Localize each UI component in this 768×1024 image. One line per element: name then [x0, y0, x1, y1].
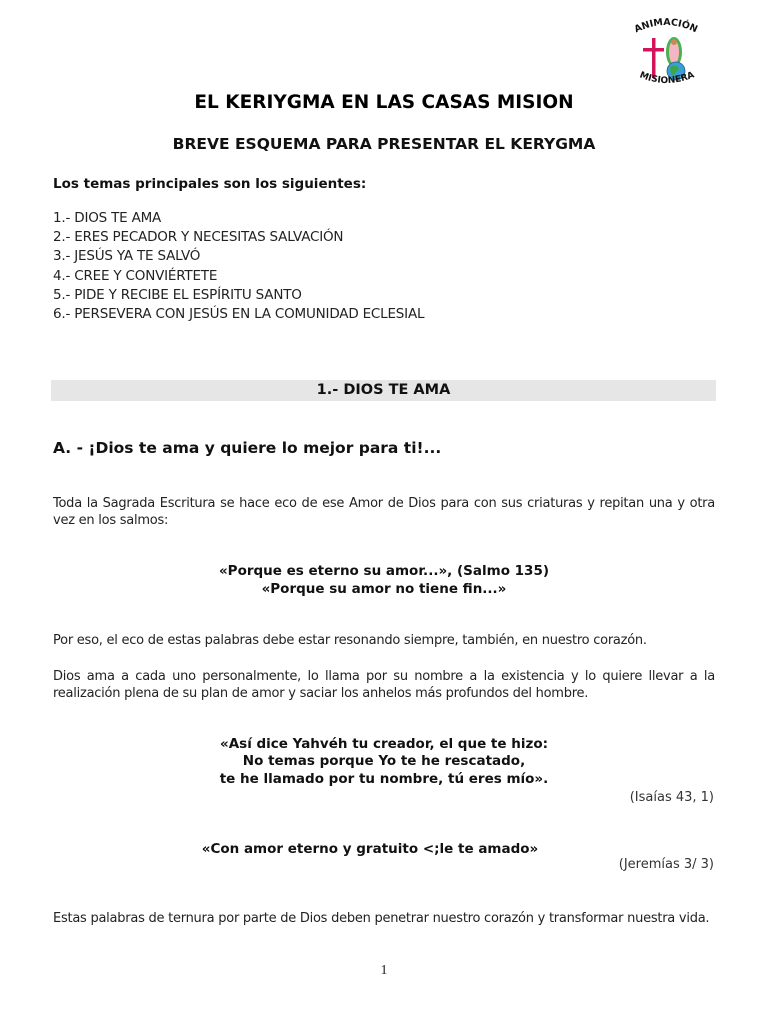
document-subtitle: BREVE ESQUEMA PARA PRESENTAR EL KERYGMA [172, 135, 596, 153]
paragraph-personal-love: Dios ama a cada uno personalmente, lo llama por su nombre a la existencia y lo quiere llevar a la realización plena de su plan de amor y saciar los anhelos más profundos del hombre. [53, 669, 715, 701]
isaiah-quote-line-3: te he llamado por tu nombre, tú eres mío». [219, 771, 549, 787]
topics-intro: Los temas principales son los siguientes: [53, 176, 367, 192]
page-number: 1 [380, 963, 388, 978]
logo-top-text: ANIMACIÓN [632, 16, 700, 36]
paragraph-tenderness: Estas palabras de ternura por parte de Dios deben penetrar nuestro corazón y transformar nuestra vida. [53, 911, 710, 926]
section-subheading: A. - ¡Dios te ama y quiere lo mejor para ti!... [53, 439, 442, 457]
document-title: EL KERIYGMA EN LAS CASAS MISION [194, 92, 574, 113]
psalm-quote-line-2: «Porque su amor no tiene fin...» [261, 581, 507, 597]
psalm-quote-line-1: «Porque es eterno su amor...», (Salmo 135) [218, 563, 550, 579]
paragraph-scripture: Toda la Sagrada Escritura se hace eco de ese Amor de Dios para con sus criaturas y repitan una y otra vez en los salmos: [53, 496, 715, 528]
animacion-misionera-logo [622, 12, 710, 92]
logo-bottom-text: MISIONERA [638, 70, 696, 87]
topic-item: 4.- CREE Y CONVIÉRTETE [53, 267, 218, 284]
topic-item: 5.- PIDE Y RECIBE EL ESPÍRITU SANTO [53, 286, 302, 303]
topics-list [53, 209, 424, 324]
topic-item: 1.- DIOS TE AMA [53, 210, 162, 226]
topic-item: 3.- JESÚS YA TE SALVÓ [53, 248, 201, 265]
jeremiah-citation: (Jeremías 3/ 3) [618, 857, 714, 872]
logo-graphic-icon [622, 12, 710, 92]
section-heading-bar: 1.- DIOS TE AMA [51, 380, 716, 401]
topic-item: 2.- ERES PECADOR Y NECESITAS SALVACIÓN [53, 229, 344, 246]
topic-item: 6.- PERSEVERA CON JESÚS EN LA COMUNIDAD ECLESIAL [53, 306, 425, 323]
isaiah-quote-line-1: «Así dice Yahvéh tu creador, el que te hizo: [219, 736, 549, 752]
isaiah-citation: (Isaías 43, 1) [629, 790, 714, 805]
jeremiah-quote: «Con amor eterno y gratuito <;le te amado» [201, 841, 539, 857]
isaiah-quote-line-2: No temas porque Yo te he rescatado, [242, 753, 526, 769]
paragraph-echo: Por eso, el eco de estas palabras debe estar resonando siempre, también, en nuestro corazón. [53, 633, 647, 648]
